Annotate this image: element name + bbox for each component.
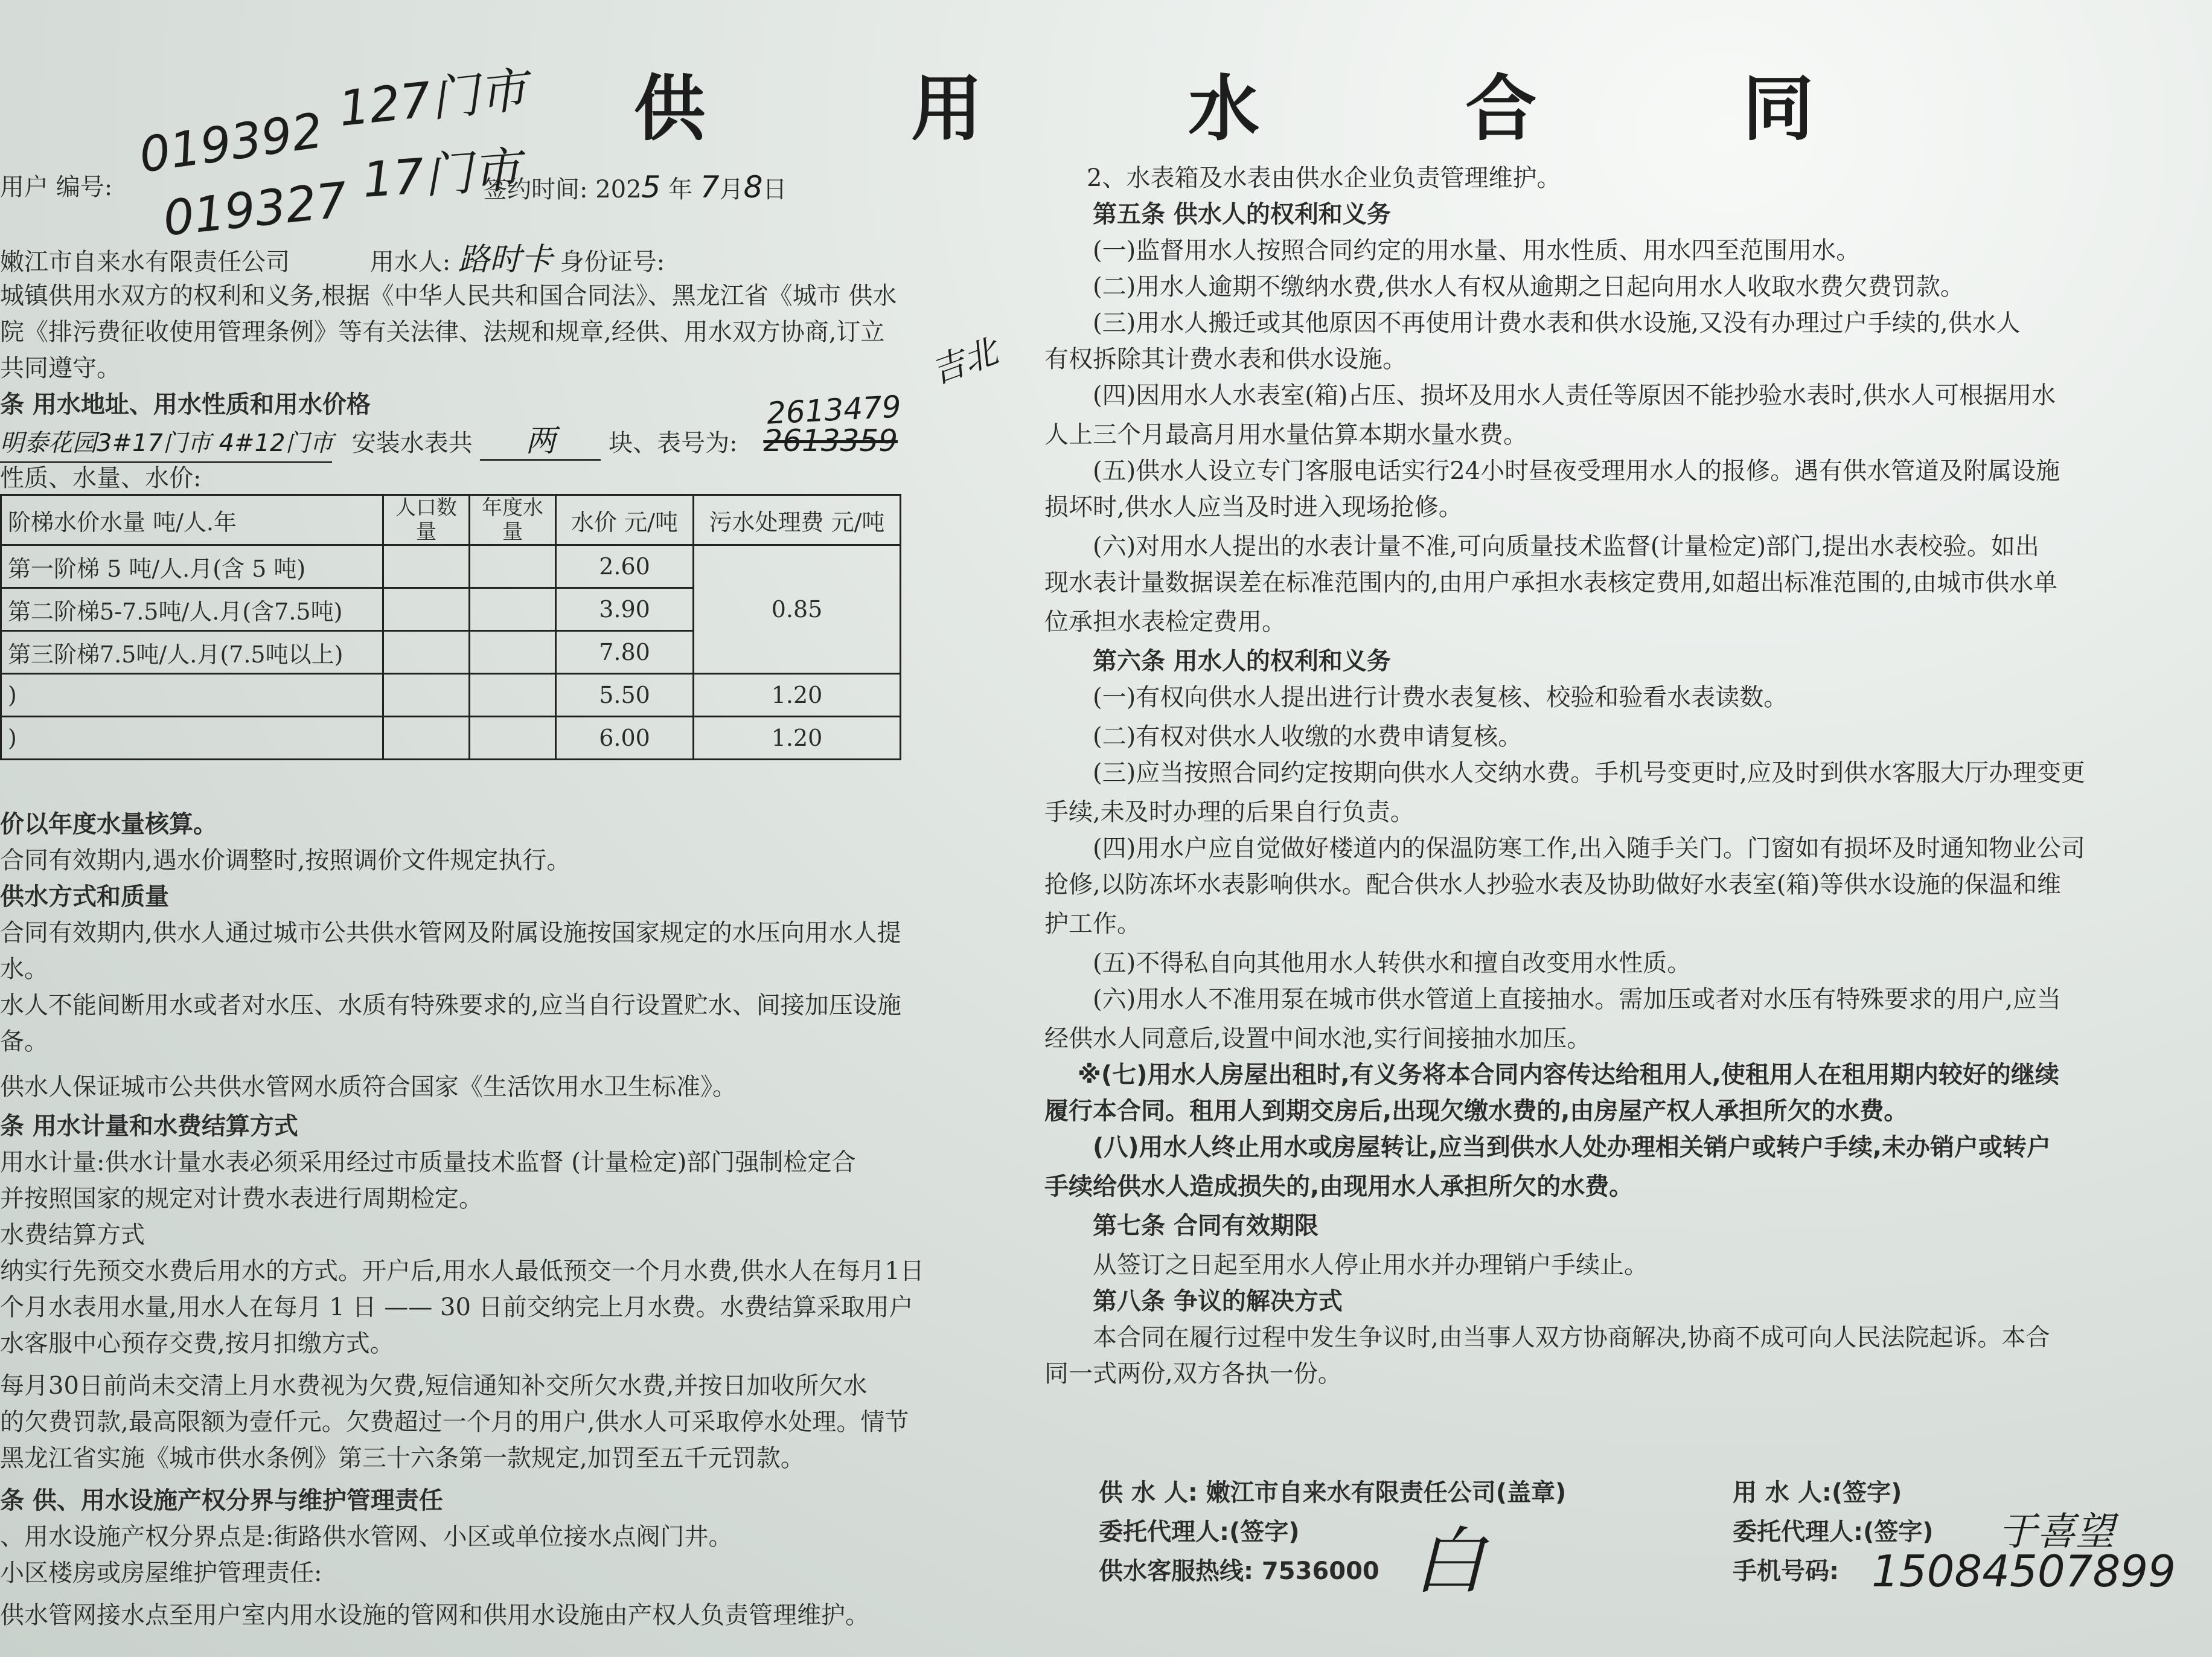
right-line-0: 2、水表箱及水表由供水企业负责管理维护。 [1087, 164, 1561, 192]
supplier-signature: 供 水 人: 嫩江市自来水有限责任公司(盖章) [1099, 1479, 1567, 1507]
article-5-heading: 第五条 供水人的权利和义务 [1093, 200, 1391, 228]
supply-line-1: 合同有效期内,供水人通过城市公共供水管网及附属设施按国家规定的水压向用水人提 [0, 919, 901, 947]
handwritten-account-2: 019327 [160, 171, 350, 247]
handwritten-unit-1: 127门市 [336, 61, 530, 138]
sign-time [483, 169, 787, 208]
art5-item-4: (四)因用水人水表室(箱)占压、损坏及用水人责任等原因不能抄验水表时,供水人可根据用水 [1093, 382, 2056, 409]
user-agent-signature: 于喜望 [1998, 1510, 2114, 1554]
supply-line-3: 水人不能间断用水或者对水压、水质有特殊要求的,应当自行设置贮水、间接加压设施 [0, 992, 901, 1019]
user-name: 路时卡 [458, 242, 552, 278]
metering-line-3: 水费结算方式 [0, 1221, 145, 1249]
sign-year-digit: 5 [641, 170, 661, 205]
intro-line-2: 院《排污费征收使用管理条例》等有关法律、法规和规章,经供、用水双方协商,订立 [0, 318, 885, 346]
user-agent: 委托代理人:(签字) [1733, 1518, 1934, 1546]
art6-item-3: (三)应当按照合同约定按期向供水人交纳水费。手机号变更时,应及时到供水客服大厅办理变更 [1093, 759, 2085, 787]
header-price: 水价 元/吨 [556, 495, 694, 545]
intro-line-1: 城镇供用水双方的权利和义务,根据《中华人民共和国合同法》、黑龙江省《城市 供水 [0, 282, 897, 310]
population-cell [383, 717, 470, 760]
day-label: 日 [762, 176, 787, 204]
art5-item-5b: 损坏时,供水人应当及时进入现场抢修。 [1044, 493, 1463, 521]
year-label: 年 [668, 176, 693, 204]
header-sewage: 污水处理费 元/吨 [694, 495, 901, 545]
supply-line-5: 供水人保证城市公共供水管网水质符合国家《生活饮用水卫生标准》。 [0, 1073, 737, 1101]
table-row [1, 674, 901, 717]
art6-item-7b: 履行本合同。租用人到期交房后,出现欠缴水费的,由房屋产权人承担所欠的水费。 [1044, 1097, 1908, 1125]
metering-line-7: 每月30日前尚未交清上月水费视为欠费,短信通知补交所欠水费,并按日加收所欠水 [0, 1372, 868, 1400]
art8-line-1: 本合同在履行过程中发生争议时,由当事人双方协商解决,协商不成可向人民法院起诉。本合 [1093, 1324, 2050, 1351]
header-annual: 年度水量 [470, 495, 556, 545]
art6-item-3b: 手续,未及时办理的后果自行负责。 [1044, 798, 1414, 826]
supplier-agent-signature: 白 [1413, 1520, 1485, 1604]
sewage-cell: 1.20 [694, 717, 901, 760]
art6-item-7: ※(七)用水人房屋出租时,有义务将本合同内容传达给租用人,使租用人在租用期内较好的继续 [1078, 1061, 2059, 1089]
population-cell [383, 631, 470, 674]
install-text: 安装水表共 [351, 429, 473, 457]
sign-time-label: 签约时间: 202 [483, 176, 642, 204]
article-2-heading: 供水方式和质量 [0, 883, 169, 911]
art6-item-6b: 经供水人同意后,设置中间水池,实行间接抽水加压。 [1044, 1025, 1591, 1053]
meter-line [0, 423, 930, 463]
document-title: 供 用 水 合 同 [634, 67, 1905, 150]
article-8-heading: 第八条 争议的解决方式 [1093, 1287, 1343, 1315]
rights-line-1: 、用水设施产权分界点是:街路供水管网、小区或单位接水点阀门井。 [0, 1523, 733, 1551]
water-price-table [0, 494, 901, 760]
month-label: 月 [719, 176, 744, 204]
table-row [1, 717, 901, 760]
handwritten-unit-2: 17门市 [360, 141, 523, 209]
supplier-name: 嫩江市自来水有限责任公司 [0, 248, 290, 276]
metering-line-6: 水客服中心预存交费,按月扣缴方式。 [0, 1330, 394, 1357]
tier-label: ) [1, 674, 383, 717]
id-label: 身份证号: [560, 248, 665, 276]
art5-item-1: (一)监督用水人按照合同约定的用水量、用水性质、用水四至范围用水。 [1093, 237, 1861, 264]
tier-label: ) [1, 717, 383, 760]
art6-item-2: (二)有权对供水人收缴的水费申请复核。 [1093, 723, 1523, 751]
nature-line: 性质、水量、水价: [0, 464, 202, 492]
art5-item-5: (五)供水人设立专门客服电话实行24小时昼夜受理用水人的报修。遇有供水管道及附属设施 [1093, 457, 2060, 485]
tier-label: 第一阶梯 5 吨/人.月(含 5 吨) [1, 545, 383, 588]
metering-line-9: 黑龙江省实施《城市供水条例》第三十六条第一款规定,加罚至五千元罚款。 [0, 1444, 805, 1472]
art8-line-2: 同一式两份,双方各执一份。 [1044, 1360, 1342, 1388]
art5-item-6c: 位承担水表检定费用。 [1044, 608, 1286, 636]
intro-line-3: 共同遵守。 [0, 354, 121, 382]
article-6-heading: 第六条 用水人的权利和义务 [1093, 647, 1391, 675]
table-header-row [1, 495, 901, 545]
price-cell: 2.60 [556, 545, 694, 588]
article-7-heading: 第七条 合同有效期限 [1093, 1212, 1319, 1240]
art6-item-8: (八)用水人终止用水或房屋转让,应当到供水人处办理相关销户或转户手续,未办销户或转户 [1093, 1133, 2051, 1161]
art6-item-4c: 护工作。 [1044, 910, 1141, 938]
tier-label: 第三阶梯7.5吨/人.月(7.5吨以上) [1, 631, 383, 674]
art5-item-3b: 有权拆除其计费水表和供水设施。 [1044, 345, 1407, 373]
art6-item-1: (一)有权向供水人提出进行计费水表复核、校验和验看水表读数。 [1093, 684, 1788, 711]
art5-item-3: (三)用水人搬迁或其他原因不再使用计费水表和供水设施,又没有办理过户手续的,供水人 [1093, 309, 2021, 337]
art5-item-6b: 现水表计量数据误差在标准范围内的,由用户承担水表核定费用,如超出标准范围的,由城市供水单 [1044, 569, 2058, 597]
art5-item-2: (二)用水人逾期不缴纳水费,供水人有权从逾期之日起向用水人收取水费欠费罚款。 [1093, 273, 1964, 301]
user-signature: 用 水 人:(签字) [1733, 1479, 1902, 1507]
annual-cell [470, 588, 556, 631]
metering-line-1: 用水计量:供水计量水表必须采用经过市质量技术监督 (计量检定)部门强制检定合 [0, 1149, 856, 1176]
art6-item-8b: 手续给供水人造成损失的,由现用水人承担所欠的水费。 [1044, 1173, 1634, 1200]
annual-cell [470, 631, 556, 674]
art5-item-4b: 人上三个月最高月用水量估算本期水量水费。 [1044, 421, 1527, 449]
art6-item-4b: 抢修,以防冻坏水表影响供水。配合供水人抄验水表及协助做好水表室(箱)等供水设施的保温和维 [1044, 871, 2061, 899]
population-cell [383, 588, 470, 631]
price-cell: 5.50 [556, 674, 694, 717]
header-tier: 阶梯水价水量 吨/人.年 [1, 495, 383, 545]
user-phone-number: 15084507899 [1872, 1546, 2176, 1597]
supplier-agent: 委托代理人:(签字) [1099, 1518, 1300, 1546]
phone-label: 手机号码: [1733, 1557, 1839, 1585]
art6-item-5: (五)不得私自向其他用水人转供水和擅自改变用水性质。 [1093, 949, 1692, 977]
handwritten-approval: 吉北 [925, 332, 1003, 392]
sign-month: 7 [700, 170, 720, 205]
annual-cell [470, 545, 556, 588]
price-cell: 7.80 [556, 631, 694, 674]
art6-item-6: (六)用水人不准用泵在城市供水管道上直接抽水。需加压或者对水压有特殊要求的用户,应当 [1093, 986, 2061, 1013]
sewage-cell: 1.20 [694, 674, 901, 717]
metering-line-8: 的欠费罚款,最高限额为壹仟元。欠费超过一个月的用户,供水人可采取停水处理。情节 [0, 1408, 909, 1436]
annual-note: 价以年度水量核算。 [0, 810, 217, 838]
header-population: 人口数量 [383, 495, 470, 545]
population-cell [383, 674, 470, 717]
art5-item-6: (六)对用水人提出的水表计量不准,可向质量技术监督(计量检定)部门,提出水表校验。如出 [1093, 533, 2039, 560]
art6-item-4: (四)用水户应自觉做好楼道内的保温防寒工作,出入随手关门。门窗如有损坏及时通知物业公司 [1093, 835, 2085, 862]
adjust-note: 合同有效期内,遇水价调整时,按照调价文件规定执行。 [0, 847, 571, 874]
meter-number-2: 2613359 [763, 423, 898, 458]
art7-text: 从签订之日起至用水人停止用水并办理销户手续止。 [1093, 1251, 1648, 1279]
population-cell [383, 545, 470, 588]
meter-count: 两 [480, 423, 601, 461]
supply-line-4: 备。 [0, 1028, 48, 1056]
price-cell: 6.00 [556, 717, 694, 760]
supplier-line [0, 242, 665, 280]
tier-label: 第二阶梯5-7.5吨/人.月(含7.5吨) [1, 588, 383, 631]
service-hotline: 供水客服热线: 7536000 [1099, 1557, 1379, 1585]
metering-line-2: 并按照国家的规定对计费水表进行周期检定。 [0, 1185, 483, 1213]
article-1-heading: 条 用水地址、用水性质和用水价格 [0, 391, 371, 418]
article-4-heading: 条 供、用水设施产权分界与维护管理责任 [0, 1487, 443, 1514]
meter-number-1: 2613479 [766, 389, 903, 431]
price-cell: 3.90 [556, 588, 694, 631]
user-label: 用水人: [369, 248, 451, 276]
supply-line-2: 水。 [0, 955, 48, 983]
table-row [1, 545, 901, 588]
sewage-merged-cell: 0.85 [694, 545, 901, 674]
handwritten-account-1: 019392 [136, 102, 327, 184]
address: 明泰花园3#17门市 4#12门市 [0, 425, 332, 463]
annual-cell [470, 717, 556, 760]
user-code-label: 用户 编号: [0, 173, 113, 201]
metering-line-5: 个月水表用水量,用水人在每月 1 日 —— 30 日前交纳完上月水费。水费结算采取用户 [0, 1293, 913, 1321]
rights-line-2: 小区楼房或房屋维护管理责任: [0, 1559, 322, 1587]
article-3-heading: 条 用水计量和水费结算方式 [0, 1112, 298, 1140]
sign-day: 8 [743, 170, 763, 205]
annual-cell [470, 674, 556, 717]
block-text: 块、表号为: [609, 429, 738, 457]
rights-line-3: 供水管网接水点至用户室内用水设施的管网和供用水设施由产权人负责管理维护。 [0, 1601, 869, 1629]
metering-line-4: 纳实行先预交水费后用水的方式。开户后,用水人最低预交一个月水费,供水人在每月1日 [0, 1257, 924, 1285]
